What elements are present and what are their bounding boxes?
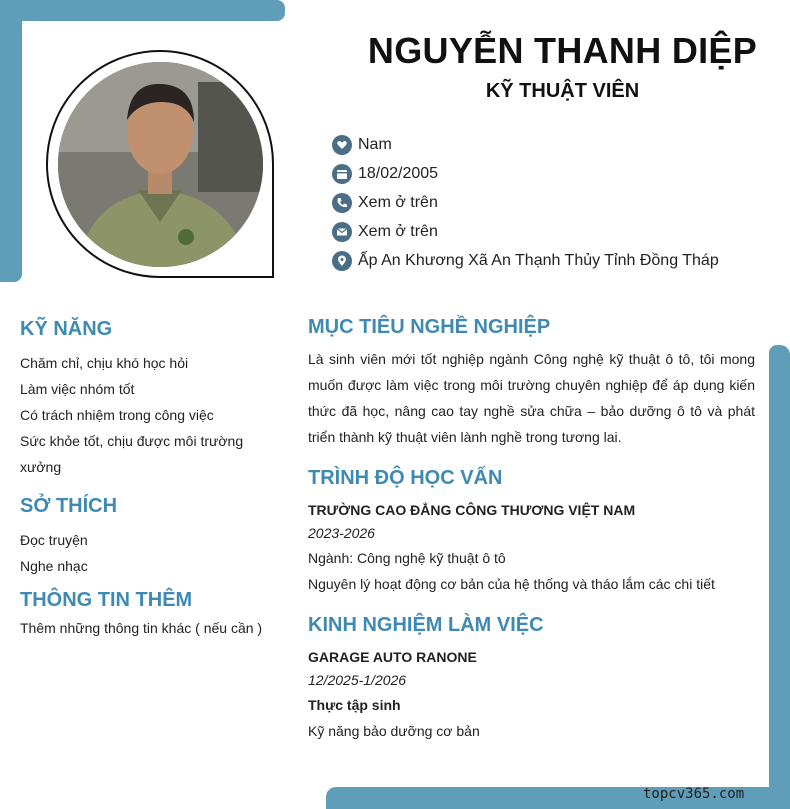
gender-icon — [332, 135, 352, 155]
contact-gender — [332, 130, 719, 159]
contact-birthday-value: 18/02/2005 — [358, 164, 439, 182]
experience-period: 12/2025-1/2026 — [308, 672, 407, 688]
frame-bar-right — [769, 345, 790, 809]
contact-phone-value: Xem ở trên — [358, 193, 438, 211]
avatar — [58, 62, 263, 267]
experience-heading: KINH NGHIỆM LÀM VIỆC — [308, 614, 544, 636]
email-icon — [332, 222, 352, 242]
skill-item: Chăm chỉ, chịu khó học hỏi — [20, 355, 189, 371]
calendar-icon — [332, 164, 352, 184]
hobbies-heading: SỞ THÍCH — [20, 495, 118, 517]
education-detail: Nguyên lý hoạt động cơ bản của hệ thống và tháo lắm các chi tiết — [308, 576, 715, 592]
job-title: KỸ THUẬT VIÊN — [485, 80, 640, 102]
skill-item: Sức khỏe tốt, chịu được môi trường xưởng — [20, 433, 244, 475]
contact-list — [332, 130, 719, 275]
experience-detail: Kỹ năng bảo dưỡng cơ bản — [308, 723, 480, 739]
objective-heading: MỤC TIÊU NGHỀ NGHIỆP — [308, 316, 551, 338]
location-icon — [332, 251, 352, 271]
watermark: topcv365.com — [643, 786, 745, 802]
contact-birthday — [332, 159, 719, 188]
frame-bar-top — [0, 0, 285, 21]
contact-email-value: Xem ở trên — [358, 222, 438, 240]
company-name: GARAGE AUTO RANONE — [308, 649, 477, 665]
contact-address — [332, 246, 719, 275]
hobby-item: Nghe nhạc — [20, 558, 88, 574]
candidate-name: NGUYỄN THANH DIỆP — [367, 30, 758, 71]
contact-gender-value: Nam — [358, 135, 392, 153]
contact-email — [332, 217, 719, 246]
contact-address-value: Ấp An Khương Xã An Thạnh Thủy Tỉnh Đồng Tháp — [358, 251, 719, 269]
frame-bar-left — [0, 0, 22, 282]
hobby-item: Đọc truyện — [20, 532, 88, 548]
education-heading: TRÌNH ĐỘ HỌC VẤN — [308, 467, 503, 489]
skill-item: Có trách nhiệm trong công việc — [20, 407, 214, 423]
extra-info-text: Thêm những thông tin khác ( nếu cần ) — [20, 620, 263, 636]
extra-info-heading: THÔNG TIN THÊM — [20, 589, 193, 611]
contact-phone — [332, 188, 719, 217]
skills-heading: KỸ NĂNG — [20, 318, 113, 340]
skill-item: Làm việc nhóm tốt — [20, 381, 135, 397]
education-major: Ngành: Công nghệ kỹ thuật ô tô — [308, 550, 506, 566]
education-period: 2023-2026 — [308, 525, 375, 541]
school-name: TRƯỜNG CAO ĐẲNG CÔNG THƯƠNG VIỆT NAM — [308, 502, 636, 518]
objective-text: Là sinh viên mới tốt nghiệp ngành Công nghệ kỹ thuật ô tô, tôi mong muốn được làm việc trong môi trường chuyên nghiệp để áp dụng kiến thức đã học, nâng cao tay nghề sửa chữa – bảo dưỡng ô tô và phát triển thành kỹ thuật viên lành nghề trong tương lai. — [308, 351, 755, 445]
experience-position: Thực tập sinh — [308, 697, 401, 713]
phone-icon — [332, 193, 352, 213]
